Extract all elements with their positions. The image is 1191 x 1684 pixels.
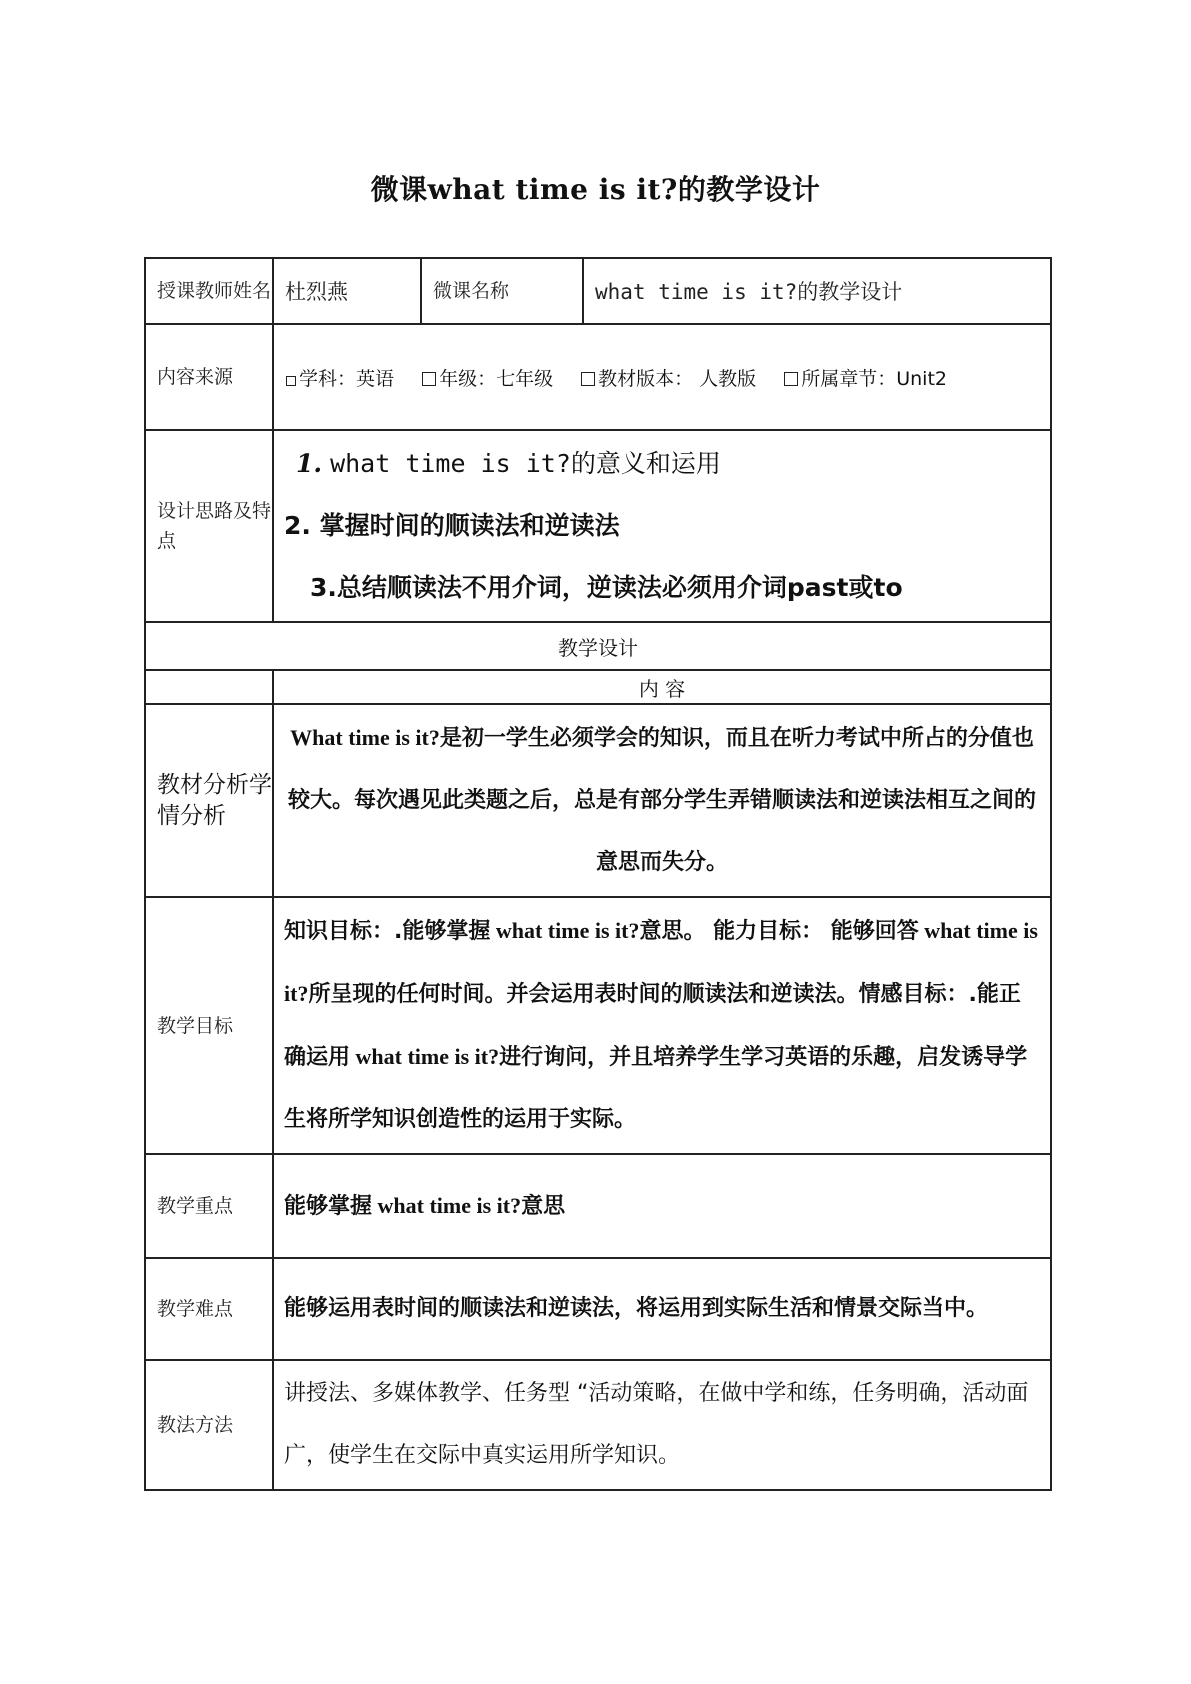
subject-text: 学科：英语 [299, 367, 395, 390]
course-name [583, 258, 1051, 324]
goals-text-2: 意思。 能力目标： 能够回答 [639, 919, 919, 944]
key-text-en: what time is it? [372, 1192, 522, 1218]
design-points [273, 430, 1051, 622]
teacher-label: 授课教师姓名 [145, 258, 273, 324]
checkbox-icon [581, 372, 595, 386]
goals-text [273, 897, 1051, 1154]
goals-label: 教学目标 [145, 897, 273, 1154]
method-text: 讲授法、多媒体教学、任务型 “活动策略，在做中学和练，任务明确，活动面广，使学生在交际中真实运用所学知识。 [273, 1360, 1051, 1490]
goals-text-1-en: what time is it? [490, 918, 640, 943]
key-text [273, 1154, 1051, 1258]
design-label: 设计思路及特点 [145, 430, 273, 622]
analysis-text [273, 704, 1051, 897]
section-header: 教学设计 [145, 622, 1051, 670]
content-header-row [145, 670, 1051, 704]
design-row [145, 430, 1051, 622]
content-header-blank [145, 670, 273, 704]
chapter-item [784, 368, 947, 390]
subject-item [286, 368, 394, 390]
goals-text-3-en: what time is it? [350, 1044, 500, 1069]
key-label: 教学重点 [145, 1154, 273, 1258]
textbook-item [581, 368, 756, 390]
course-name-zh: 的教学设计 [797, 280, 903, 304]
difficulty-label: 教学难点 [145, 1258, 273, 1360]
key-text-zh-2: 意思 [521, 1193, 566, 1219]
content-header: 内 容 [273, 670, 1051, 704]
design-point-2: 2. 掌握时间的顺读法和逆读法 [284, 511, 620, 540]
analysis-row [145, 704, 1051, 897]
checkbox-icon [422, 372, 436, 386]
point-1-en: what time is it? [330, 449, 571, 478]
goals-row [145, 897, 1051, 1154]
checkbox-icon [784, 372, 798, 386]
difficulty-text: 能够运用表时间的顺读法和逆读法，将运用到实际生活和情景交际当中。 [273, 1258, 1051, 1360]
analysis-label: 教材分析学情分析 [145, 704, 273, 897]
goals-text-4: 进行询问，并且培养学生学习英语的乐趣，启发诱导学生将所学知识创造性的运用于实际。 [284, 1045, 1028, 1132]
source-row [145, 324, 1051, 430]
point-1-number: 1. [296, 449, 323, 478]
method-row [145, 1360, 1051, 1490]
grade-item [422, 368, 553, 390]
key-row [145, 1154, 1051, 1258]
goals-text-1: 知识目标：.能够掌握 [284, 919, 491, 944]
teacher-name: 杜烈燕 [273, 258, 421, 324]
goals-text-2-en: what time is it? [284, 918, 1038, 1006]
checkbox-icon [286, 376, 296, 386]
analysis-text-en: What time is it? [290, 725, 440, 750]
key-text-zh: 能够掌握 [284, 1193, 373, 1219]
source-values [273, 324, 1051, 430]
course-label: 微课名称 [421, 258, 583, 324]
analysis-text-zh: 是初一学生必须学会的知识，而且在听力考试中所占的分值也较大。每次遇见此类题之后，总是有部分学生弄错顺读法和逆读法相互之间的意思而失分。 [287, 726, 1036, 875]
method-label: 教法方法 [145, 1360, 273, 1490]
source-label: 内容来源 [145, 324, 273, 430]
page-title: 微课what time is it?的教学设计 [370, 173, 821, 206]
course-name-en: what time is it? [595, 280, 798, 304]
point-1-zh: 的意义和运用 [570, 449, 721, 478]
chapter-text: 所属章节：Unit2 [801, 367, 947, 390]
section-header-row [145, 622, 1051, 670]
textbook-text: 教材版本： 人教版 [598, 367, 757, 390]
difficulty-row [145, 1258, 1051, 1360]
goals-text-3: 所呈现的任何时间。并会运用表时间的顺读法和逆读法。情感目标：.能正确运用 [284, 982, 1021, 1070]
grade-text: 年级：七年级 [439, 367, 554, 390]
design-point-1 [274, 433, 1050, 495]
design-point-3: 3.总结顺读法不用介词，逆读法必须用介词past或to [310, 573, 903, 602]
header-row [145, 258, 1051, 324]
lesson-plan-table [144, 257, 1052, 1491]
